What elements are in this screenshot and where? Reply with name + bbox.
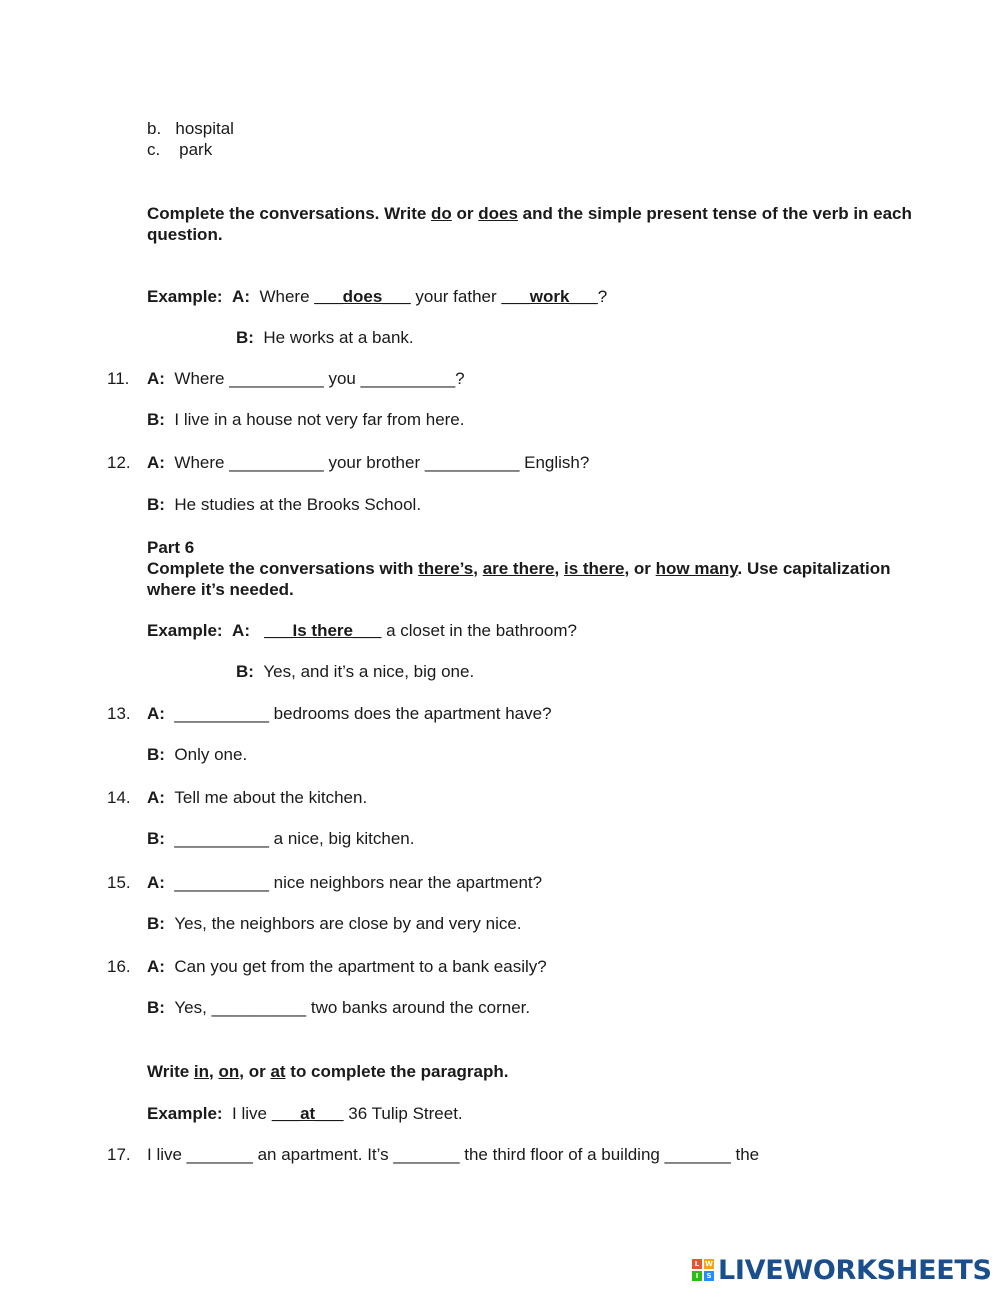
logo-text: LIVEWORKSHEETS [718, 1254, 992, 1286]
question-text: Where __________ you __________? [174, 369, 465, 388]
logo-block: L [692, 1259, 702, 1269]
question-11-b [147, 409, 465, 430]
speaker-b-label: B: [147, 829, 165, 848]
option-c [147, 139, 212, 160]
keyword-do: do [431, 204, 452, 223]
example-text: He works at a bank. [263, 328, 414, 347]
question-12-b [147, 494, 421, 515]
separator: , or [624, 559, 656, 578]
question-text: Can you get from the apartment to a bank easily? [174, 957, 547, 976]
question-number: 14. [107, 788, 131, 807]
example-text: I live [232, 1104, 272, 1123]
instruction-text: Complete the conversations with [147, 559, 419, 578]
example-text: Yes, and it’s a nice, big one. [263, 662, 475, 681]
speaker-a-label: A: [147, 369, 165, 388]
example-do-a [147, 286, 607, 307]
keyword-are-there: are there [482, 559, 555, 578]
example-text: ? [597, 287, 608, 306]
speaker-b-label: B: [147, 745, 165, 764]
keyword-does: does [478, 204, 518, 223]
example-part6-a [147, 620, 577, 641]
speaker-a-label: A: [147, 788, 165, 807]
question-11-a [147, 368, 465, 389]
question-text: __________ nice neighbors near the apartment? [174, 873, 543, 892]
keyword-on: on [218, 1062, 240, 1081]
speaker-b-label: B: [236, 662, 254, 681]
example-label: Example: [147, 1104, 223, 1123]
question-number: 16. [107, 957, 131, 976]
example-answer: ___work___ [501, 287, 598, 306]
option-b [147, 118, 234, 139]
example-text: your father [410, 287, 502, 306]
separator: , [209, 1062, 219, 1081]
instruction-text: Complete the conversations. Write [147, 204, 432, 223]
option-letter: c. [147, 140, 161, 159]
question-13-a [147, 703, 552, 724]
keyword-at: at [270, 1062, 286, 1081]
example-answer: ___Is there___ [264, 621, 382, 640]
answer-text: Yes, the neighbors are close by and very nice. [174, 914, 522, 933]
speaker-b-label: B: [147, 998, 165, 1017]
instruction-part-6 [147, 558, 927, 600]
question-14-b [147, 828, 414, 849]
question-number: 12. [107, 453, 131, 472]
instruction-text: or [451, 204, 479, 223]
keyword-is-there: is there [563, 559, 625, 578]
instruction-text: . Use capitalization where it’s needed. [147, 559, 891, 599]
speaker-b-label: B: [147, 914, 165, 933]
liveworksheets-logo [692, 1256, 992, 1284]
speaker-a-label: A: [147, 957, 165, 976]
question-number: 13. [107, 704, 131, 723]
keyword-how-many: how many [655, 559, 738, 578]
example-part6-b [236, 661, 474, 682]
option-text: hospital [175, 119, 234, 138]
question-text: __________ bedrooms does the apartment have? [174, 704, 552, 723]
example-text: a closet in the bathroom? [381, 621, 577, 640]
speaker-a-label: A: [232, 621, 250, 640]
example-label: Example: [147, 621, 223, 640]
answer-text: He studies at the Brooks School. [174, 495, 422, 514]
speaker-b-label: B: [236, 328, 254, 347]
separator: , or [239, 1062, 271, 1081]
question-number: 15. [107, 873, 131, 892]
question-15-b [147, 913, 522, 934]
question-17-text: I live _______ an apartment. It’s _______ the third floor of a building _______ the [147, 1145, 760, 1164]
question-text: Tell me about the kitchen. [174, 788, 368, 807]
example-answer: ___at___ [271, 1104, 344, 1123]
speaker-a-label: A: [147, 704, 165, 723]
question-number: 17. [107, 1145, 131, 1164]
question-text: Where __________ your brother __________ English? [174, 453, 590, 472]
option-letter: b. [147, 119, 162, 138]
instruction-text: and the simple present tense of the verb in each question. [147, 204, 912, 244]
answer-text: Only one. [174, 745, 248, 764]
instruction-prepositions [147, 1061, 509, 1082]
question-16-b [147, 997, 530, 1018]
question-13-b [147, 744, 247, 765]
part-6-title: Part 6 [147, 538, 195, 557]
question-15-a [147, 872, 542, 893]
option-text: park [179, 140, 213, 159]
logo-block: W [705, 1260, 713, 1268]
example-text: 36 Tulip Street. [343, 1104, 463, 1123]
example-prepositions [147, 1103, 463, 1124]
answer-text: I live in a house not very far from here. [174, 410, 465, 429]
speaker-a-label: A: [147, 453, 165, 472]
logo-icon [692, 1259, 714, 1281]
instruction-text: Write [147, 1062, 194, 1081]
separator: , [554, 559, 564, 578]
example-do-b [236, 327, 414, 348]
speaker-a-label: A: [147, 873, 165, 892]
question-number: 11. [107, 369, 130, 388]
speaker-b-label: B: [147, 410, 165, 429]
question-12-a [147, 452, 589, 473]
question-16-a [147, 956, 547, 977]
answer-text: __________ a nice, big kitchen. [174, 829, 415, 848]
speaker-b-label: B: [147, 495, 165, 514]
answer-text: Yes, __________ two banks around the corner. [174, 998, 531, 1017]
instruction-text: to complete the paragraph. [285, 1062, 509, 1081]
logo-block: S [704, 1271, 714, 1281]
example-label: Example: [147, 287, 223, 306]
keyword-in: in [193, 1062, 210, 1081]
separator: , [473, 559, 483, 578]
question-14-a [147, 787, 367, 808]
example-text: Where [259, 287, 315, 306]
logo-block: I [692, 1271, 702, 1281]
example-answer: ___does___ [314, 287, 411, 306]
instruction-do-does [147, 203, 927, 245]
keyword-theres: there’s [418, 559, 474, 578]
speaker-a-label: A: [232, 287, 250, 306]
